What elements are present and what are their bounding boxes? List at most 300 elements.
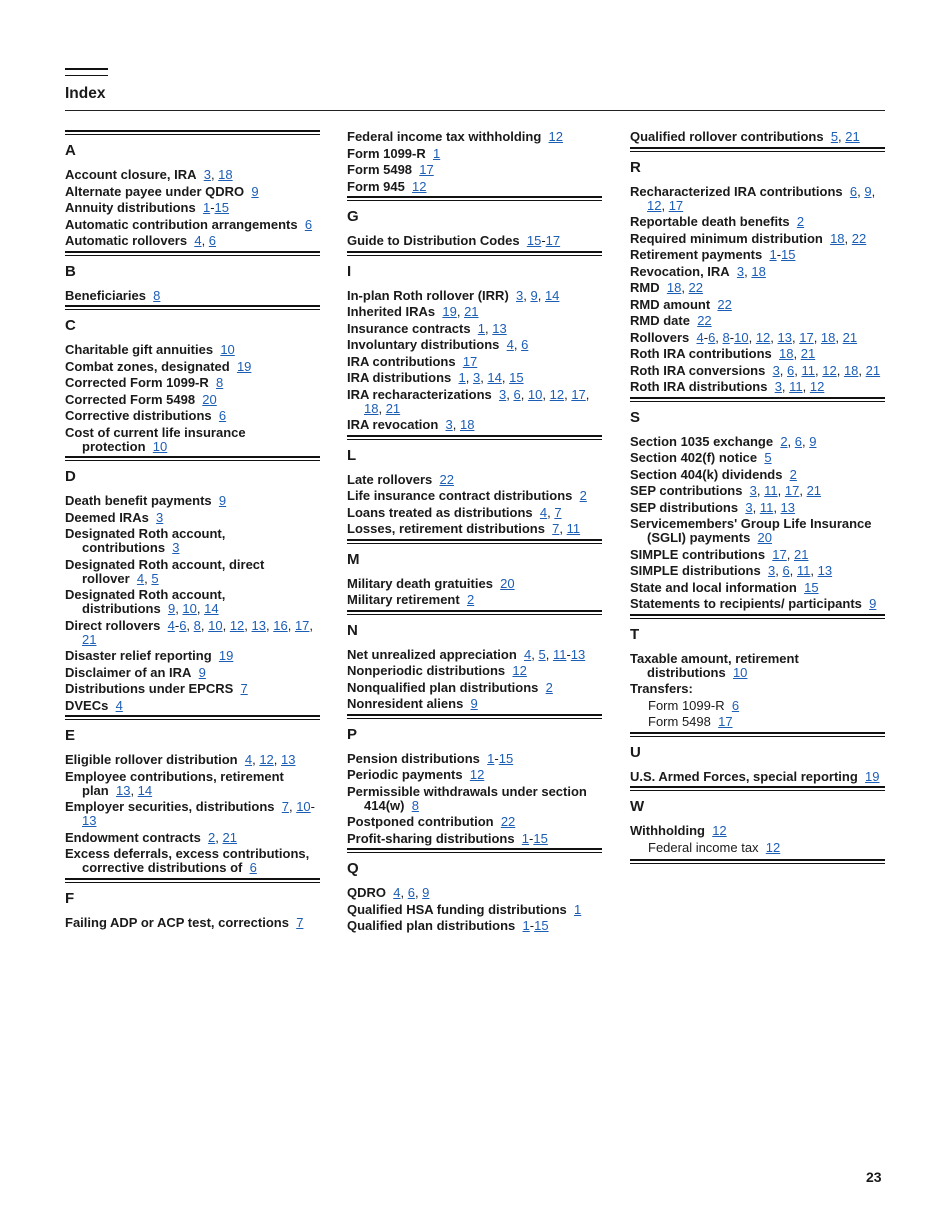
page-link[interactable]: 17 xyxy=(799,329,814,345)
page-link[interactable]: 4 xyxy=(244,752,253,767)
title-rule xyxy=(65,110,885,111)
page-link[interactable]: 21 xyxy=(865,362,881,378)
section-letter: R xyxy=(630,158,641,176)
page-link[interactable]: 5 xyxy=(151,570,159,586)
page-link[interactable]: 12 xyxy=(765,839,781,855)
index-entry xyxy=(630,435,885,449)
page-link[interactable]: 17 xyxy=(718,714,733,729)
index-term: Disaster relief reporting xyxy=(65,648,212,663)
page-link[interactable]: 4 xyxy=(524,646,532,662)
page-link[interactable]: 9 xyxy=(422,885,430,900)
page-refs xyxy=(804,580,818,595)
page-separator: , xyxy=(715,329,723,345)
page-link[interactable]: 6 xyxy=(218,408,227,423)
page-link[interactable]: 12 xyxy=(755,329,771,345)
page-link[interactable]: 9 xyxy=(530,287,538,303)
page-link[interactable]: 6 xyxy=(731,697,740,713)
page-link[interactable]: 21 xyxy=(842,329,858,345)
page-separator: , xyxy=(775,563,783,578)
page-link[interactable]: 22 xyxy=(717,296,732,312)
page-link[interactable]: 18 xyxy=(820,329,836,345)
page-link[interactable]: 22 xyxy=(697,313,712,328)
page-link[interactable]: 1 xyxy=(432,145,441,161)
page-separator: , xyxy=(835,329,843,345)
index-term: Cost of current life insurance protection xyxy=(65,424,246,454)
page-separator: , xyxy=(452,417,460,432)
page-refs xyxy=(116,698,123,713)
page-link[interactable]: 15 xyxy=(533,830,548,846)
page-link[interactable]: 10 xyxy=(220,342,235,357)
page-link[interactable]: 11 xyxy=(566,521,581,536)
section-letter: I xyxy=(347,262,352,280)
page-link[interactable]: 2 xyxy=(466,592,475,607)
page-refs xyxy=(696,330,857,345)
page-link[interactable]: 11 xyxy=(801,362,815,378)
page-separator: , xyxy=(799,483,807,498)
page-link[interactable]: 9 xyxy=(864,183,872,199)
page-refs xyxy=(442,304,478,319)
page-separator: , xyxy=(681,280,689,295)
page-link[interactable]: 11 xyxy=(796,563,811,578)
page-link[interactable]: 21 xyxy=(806,483,822,498)
index-subentry xyxy=(630,841,885,855)
section-divider xyxy=(347,848,602,853)
index-entry xyxy=(630,824,885,838)
page-refs xyxy=(737,264,766,279)
page-link[interactable]: 3 xyxy=(767,563,776,578)
page-refs xyxy=(440,472,454,487)
page-refs xyxy=(296,915,303,930)
page-separator: , xyxy=(465,370,473,385)
page-link[interactable]: 14 xyxy=(544,287,560,303)
page-link[interactable]: 8 xyxy=(216,375,224,390)
section-divider xyxy=(347,539,602,544)
page-link[interactable]: 12 xyxy=(412,178,427,194)
page-link[interactable]: 8 xyxy=(193,617,201,633)
page-separator: , xyxy=(802,379,810,394)
page-link[interactable]: 5 xyxy=(764,450,772,465)
page-link[interactable]: 21 xyxy=(800,346,816,361)
page-link[interactable]: 8 xyxy=(411,797,419,813)
page-link[interactable]: 8 xyxy=(153,287,161,303)
page-link[interactable]: 5 xyxy=(830,129,839,144)
index-entry xyxy=(630,265,885,279)
page-link[interactable]: 17 xyxy=(545,233,561,248)
section-letter: N xyxy=(347,621,358,639)
index-term: QDRO xyxy=(347,885,386,900)
page-link[interactable]: 2 xyxy=(579,488,587,503)
page-link[interactable]: 22 xyxy=(851,230,867,246)
page-separator: - xyxy=(494,750,499,766)
page-link[interactable]: 10 xyxy=(182,601,197,616)
page-refs xyxy=(790,467,797,482)
page-separator: , xyxy=(287,617,295,633)
index-entry xyxy=(65,619,320,647)
index-entry xyxy=(65,168,320,182)
page-link[interactable]: 3 xyxy=(498,386,507,402)
index-entry xyxy=(347,752,602,766)
page-separator: - xyxy=(729,329,735,345)
page-link[interactable]: 9 xyxy=(869,596,877,611)
page-link[interactable]: 22 xyxy=(439,471,454,487)
page-refs xyxy=(830,231,866,246)
index-term: Eligible rollover distribution xyxy=(65,752,238,767)
index-term: Late rollovers xyxy=(347,471,433,487)
index-term: Corrected Form 1099-R xyxy=(65,375,209,390)
page-link[interactable]: 9 xyxy=(470,696,478,711)
page-link[interactable]: 12 xyxy=(809,379,825,394)
page-link[interactable]: 22 xyxy=(688,280,704,295)
page-link[interactable]: 18 xyxy=(843,362,859,378)
index-entry xyxy=(630,517,885,545)
page-link[interactable]: 17 xyxy=(571,386,586,402)
page-link[interactable]: 3 xyxy=(736,263,745,279)
page-link[interactable]: 11 xyxy=(552,646,567,662)
page-link[interactable]: 13 xyxy=(251,617,266,633)
page-link[interactable]: 10 xyxy=(734,329,749,345)
page-refs xyxy=(718,714,732,729)
page-link[interactable]: 3 xyxy=(156,509,164,525)
page-link[interactable]: 14 xyxy=(137,782,153,798)
page-link[interactable]: 14 xyxy=(204,601,219,616)
page-link[interactable]: 21 xyxy=(82,631,97,647)
page-link[interactable]: 18 xyxy=(218,167,233,182)
page-link[interactable]: 20 xyxy=(500,575,515,591)
index-entry xyxy=(347,903,602,917)
page-link[interactable]: 14 xyxy=(487,370,502,385)
page-link[interactable]: 13 xyxy=(777,329,792,345)
page-link[interactable]: 6 xyxy=(513,386,521,402)
section-letter: W xyxy=(630,798,645,815)
page-refs xyxy=(393,885,429,900)
page-refs xyxy=(775,379,825,394)
index-entry xyxy=(347,371,602,385)
page-link[interactable]: 6 xyxy=(794,433,803,449)
page-link[interactable]: 7 xyxy=(240,681,248,696)
page-separator: , xyxy=(748,329,756,345)
page-link[interactable]: 1 xyxy=(202,200,211,215)
page-link[interactable]: 18 xyxy=(459,417,475,432)
page-link[interactable]: 21 xyxy=(464,304,479,319)
page-link[interactable]: 4 xyxy=(696,329,704,345)
page-link[interactable]: 10 xyxy=(527,386,543,402)
page-link[interactable]: 21 xyxy=(794,546,809,562)
index-term: Designated Roth account, distributions xyxy=(65,587,226,616)
page-link[interactable]: 10 xyxy=(732,664,748,680)
page-link[interactable]: 6 xyxy=(782,563,790,578)
index-term: Statements to recipients/ participants xyxy=(630,596,862,611)
page-refs xyxy=(478,321,507,336)
page-link[interactable]: 6 xyxy=(407,885,415,900)
page-separator: , xyxy=(744,263,752,279)
section-letter: P xyxy=(347,725,358,743)
page-separator: , xyxy=(858,362,866,378)
page-link[interactable]: 20 xyxy=(757,530,772,545)
page-link[interactable]: 5 xyxy=(538,646,546,662)
page-link[interactable]: 17 xyxy=(784,483,800,498)
page-link[interactable]: 15 xyxy=(498,750,514,766)
page-refs xyxy=(237,359,251,374)
page-link[interactable]: 6 xyxy=(304,216,313,232)
page-link[interactable]: 15 xyxy=(804,579,819,595)
page-refs xyxy=(580,488,587,503)
page-link[interactable]: 16 xyxy=(273,617,288,633)
page-link[interactable]: 4 xyxy=(506,337,514,352)
page-link[interactable]: 2 xyxy=(796,214,805,229)
page-refs xyxy=(516,288,559,303)
page-link[interactable]: 12 xyxy=(549,386,565,402)
page-link[interactable]: 13 xyxy=(115,782,131,798)
page-link[interactable]: 3 xyxy=(772,362,780,378)
page-separator: - xyxy=(776,247,782,262)
page-link[interactable]: 7 xyxy=(281,799,289,814)
index-term: Employee contributions, retirement plan xyxy=(65,768,284,798)
page-link[interactable]: 15 xyxy=(781,247,796,262)
page-link[interactable]: 13 xyxy=(492,320,507,336)
page-link[interactable]: 2 xyxy=(208,829,216,845)
index-entry xyxy=(65,360,320,374)
page-link[interactable]: 6 xyxy=(249,860,257,875)
page-link[interactable]: 3 xyxy=(445,417,453,432)
index-term: IRA contributions xyxy=(347,353,456,369)
page-link[interactable]: 9 xyxy=(251,183,259,199)
page-link[interactable]: 7 xyxy=(554,504,562,520)
page-link[interactable]: 9 xyxy=(218,493,227,508)
page-separator: , xyxy=(456,304,465,319)
page-link[interactable]: 21 xyxy=(385,400,401,416)
index-term: Designated Roth account, contributions xyxy=(65,526,226,555)
page-link[interactable]: 2 xyxy=(789,466,797,482)
index-entry xyxy=(630,581,885,595)
page-link[interactable]: 4 xyxy=(539,504,548,520)
page-link[interactable]: 6 xyxy=(849,183,858,199)
page-separator: , xyxy=(789,563,797,578)
page-link[interactable]: 1 xyxy=(574,901,582,917)
page-link[interactable]: 1 xyxy=(522,918,530,933)
page-link[interactable]: 11 xyxy=(764,483,778,498)
page-link[interactable]: 6 xyxy=(787,362,795,378)
page-title: Index xyxy=(65,85,106,102)
page-link[interactable]: 12 xyxy=(229,617,245,633)
page-link[interactable]: 10 xyxy=(296,799,311,814)
page-separator: , xyxy=(215,829,223,845)
index-entry xyxy=(65,847,320,875)
page-link[interactable]: 20 xyxy=(202,391,217,407)
page-link[interactable]: 1 xyxy=(487,750,495,766)
page-link[interactable]: 15 xyxy=(509,370,524,385)
index-entry xyxy=(347,506,602,520)
page-refs xyxy=(203,200,229,215)
index-entry xyxy=(347,832,602,846)
page-link[interactable]: 19 xyxy=(218,648,234,663)
index-term: Transfers: xyxy=(630,681,693,696)
page-link[interactable]: 6 xyxy=(708,329,716,345)
page-link[interactable]: 19 xyxy=(865,768,880,784)
page-separator: - xyxy=(210,200,215,215)
page-separator: , xyxy=(144,570,152,586)
page-link[interactable]: 10 xyxy=(152,438,168,454)
page-link[interactable]: 12 xyxy=(647,197,662,213)
page-link[interactable]: 9 xyxy=(167,601,176,616)
page-refs xyxy=(241,681,248,696)
page-link[interactable]: 13 xyxy=(780,499,796,515)
page-link[interactable]: 3 xyxy=(749,483,757,498)
page-link[interactable]: 12 xyxy=(712,823,727,838)
index-entry xyxy=(347,919,602,933)
page-refs xyxy=(412,179,426,194)
page-link[interactable]: 11 xyxy=(789,379,803,394)
index-entry xyxy=(65,511,320,525)
page-link[interactable]: 7 xyxy=(296,914,304,930)
page-refs xyxy=(523,918,549,933)
index-term: Military death gratuities xyxy=(347,575,493,591)
page-link[interactable]: 19 xyxy=(442,304,457,319)
index-term: Federal income tax withholding xyxy=(347,129,542,144)
page-refs xyxy=(768,563,832,578)
index-term: Nonresident aliens xyxy=(347,696,464,711)
page-link[interactable]: 9 xyxy=(198,664,206,680)
page-link[interactable]: 18 xyxy=(364,400,379,416)
index-entry xyxy=(347,697,602,711)
index-term: Form 1099-R xyxy=(347,145,426,161)
page-refs xyxy=(305,217,312,232)
page-separator: , xyxy=(513,337,522,352)
page-refs xyxy=(467,592,474,607)
index-term: Automatic contribution arrangements xyxy=(65,216,298,232)
page-link[interactable]: 10 xyxy=(208,617,223,633)
page-link[interactable]: 21 xyxy=(222,829,237,845)
page-refs xyxy=(446,417,475,432)
page-link[interactable]: 7 xyxy=(552,521,560,536)
section-divider xyxy=(347,714,602,719)
page-link[interactable]: 12 xyxy=(259,752,274,767)
page-link[interactable]: 6 xyxy=(521,337,529,352)
index-term: Federal income tax xyxy=(648,839,759,855)
page-link[interactable]: 17 xyxy=(668,197,684,213)
index-term: Form 5498 xyxy=(347,162,413,177)
section-divider xyxy=(65,715,320,720)
page-link[interactable]: 15 xyxy=(534,918,549,933)
page-link[interactable]: 13 xyxy=(281,752,296,767)
page-link[interactable]: 3 xyxy=(172,540,180,555)
page-link[interactable]: 8 xyxy=(722,329,730,345)
page-link[interactable]: 15 xyxy=(214,200,229,215)
page-link[interactable]: 2 xyxy=(545,679,553,695)
index-term: Pension distributions xyxy=(347,750,480,766)
page-link[interactable]: 1 xyxy=(521,830,530,846)
index-entry xyxy=(65,649,320,663)
page-link[interactable]: 3 xyxy=(774,379,782,394)
page-link[interactable]: 4 xyxy=(167,617,175,633)
page-link[interactable]: 6 xyxy=(208,233,217,248)
page-link[interactable]: 6 xyxy=(179,617,187,633)
page-link[interactable]: 4 xyxy=(194,233,202,248)
page-link[interactable]: 18 xyxy=(779,346,794,361)
section-letter: D xyxy=(65,468,76,485)
page-link[interactable]: 4 xyxy=(393,885,401,900)
page-link[interactable]: 18 xyxy=(751,263,766,279)
page-link[interactable]: 15 xyxy=(526,233,542,248)
page-separator: , xyxy=(266,617,274,633)
page-separator: , xyxy=(786,546,794,562)
page-refs xyxy=(524,647,585,662)
index-entry xyxy=(65,527,320,555)
index-term: Losses, retirement distributions xyxy=(347,521,545,536)
index-entry xyxy=(65,426,320,454)
page-link[interactable]: 13 xyxy=(570,646,586,662)
index-term: RMD amount xyxy=(630,296,711,312)
section-letter: Q xyxy=(347,860,359,877)
page-link[interactable]: 13 xyxy=(817,563,833,578)
index-term: Section 402(f) notice xyxy=(630,450,758,465)
page-refs xyxy=(487,751,513,766)
index-entry xyxy=(630,364,885,378)
page-separator: , xyxy=(547,504,555,520)
page-refs xyxy=(156,510,163,525)
page-link[interactable]: 3 xyxy=(472,370,481,385)
page-refs xyxy=(470,767,484,782)
index-term: Rollovers xyxy=(630,329,690,345)
page-link[interactable]: 1 xyxy=(458,370,466,385)
page-link[interactable]: 18 xyxy=(830,230,845,246)
page-link[interactable]: 17 xyxy=(462,353,478,369)
page-refs xyxy=(433,146,440,161)
index-term: Designated Roth account, direct rollover xyxy=(65,556,265,586)
page-link[interactable]: 4 xyxy=(115,697,123,713)
page-link[interactable]: 9 xyxy=(809,433,817,449)
page-refs xyxy=(712,823,726,838)
page-refs xyxy=(500,576,514,591)
index-term: Reportable death benefits xyxy=(630,214,790,229)
page-link[interactable]: 19 xyxy=(236,358,252,374)
page-refs xyxy=(552,521,580,536)
page-link[interactable]: 12 xyxy=(512,663,527,678)
page-separator: , xyxy=(414,885,423,900)
page-link[interactable]: 22 xyxy=(500,814,516,829)
page-link[interactable]: 17 xyxy=(294,617,310,633)
index-entry xyxy=(65,682,320,696)
page-link[interactable]: 11 xyxy=(759,499,774,515)
page-refs xyxy=(216,375,223,390)
page-link[interactable]: 13 xyxy=(82,813,97,828)
page-link[interactable]: 3 xyxy=(745,499,753,515)
page-link[interactable]: 1 xyxy=(477,320,486,336)
page-link[interactable]: 3 xyxy=(203,167,211,182)
section-letter: M xyxy=(347,550,360,568)
index-column-1 xyxy=(65,130,320,932)
index-term: Form 5498 xyxy=(648,714,711,729)
page-link[interactable]: 4 xyxy=(136,570,145,586)
page-refs xyxy=(419,162,433,177)
page-link[interactable]: 3 xyxy=(516,287,524,303)
page-link[interactable]: 21 xyxy=(845,129,860,144)
page-refs xyxy=(764,450,771,465)
page-link[interactable]: 12 xyxy=(469,767,485,782)
page-refs xyxy=(733,665,747,680)
page-refs xyxy=(463,354,477,369)
index-entry xyxy=(630,682,885,696)
page-link[interactable]: 18 xyxy=(666,280,682,295)
index-entry xyxy=(630,484,885,498)
index-entry xyxy=(65,409,320,423)
page-refs xyxy=(865,769,879,784)
page-link[interactable]: 17 xyxy=(419,162,434,177)
page-link[interactable]: 12 xyxy=(548,129,564,144)
page-link[interactable]: 12 xyxy=(822,362,837,378)
page-link[interactable]: 2 xyxy=(780,433,788,449)
page-link[interactable]: 1 xyxy=(769,247,777,262)
page-link[interactable]: 17 xyxy=(772,546,787,562)
